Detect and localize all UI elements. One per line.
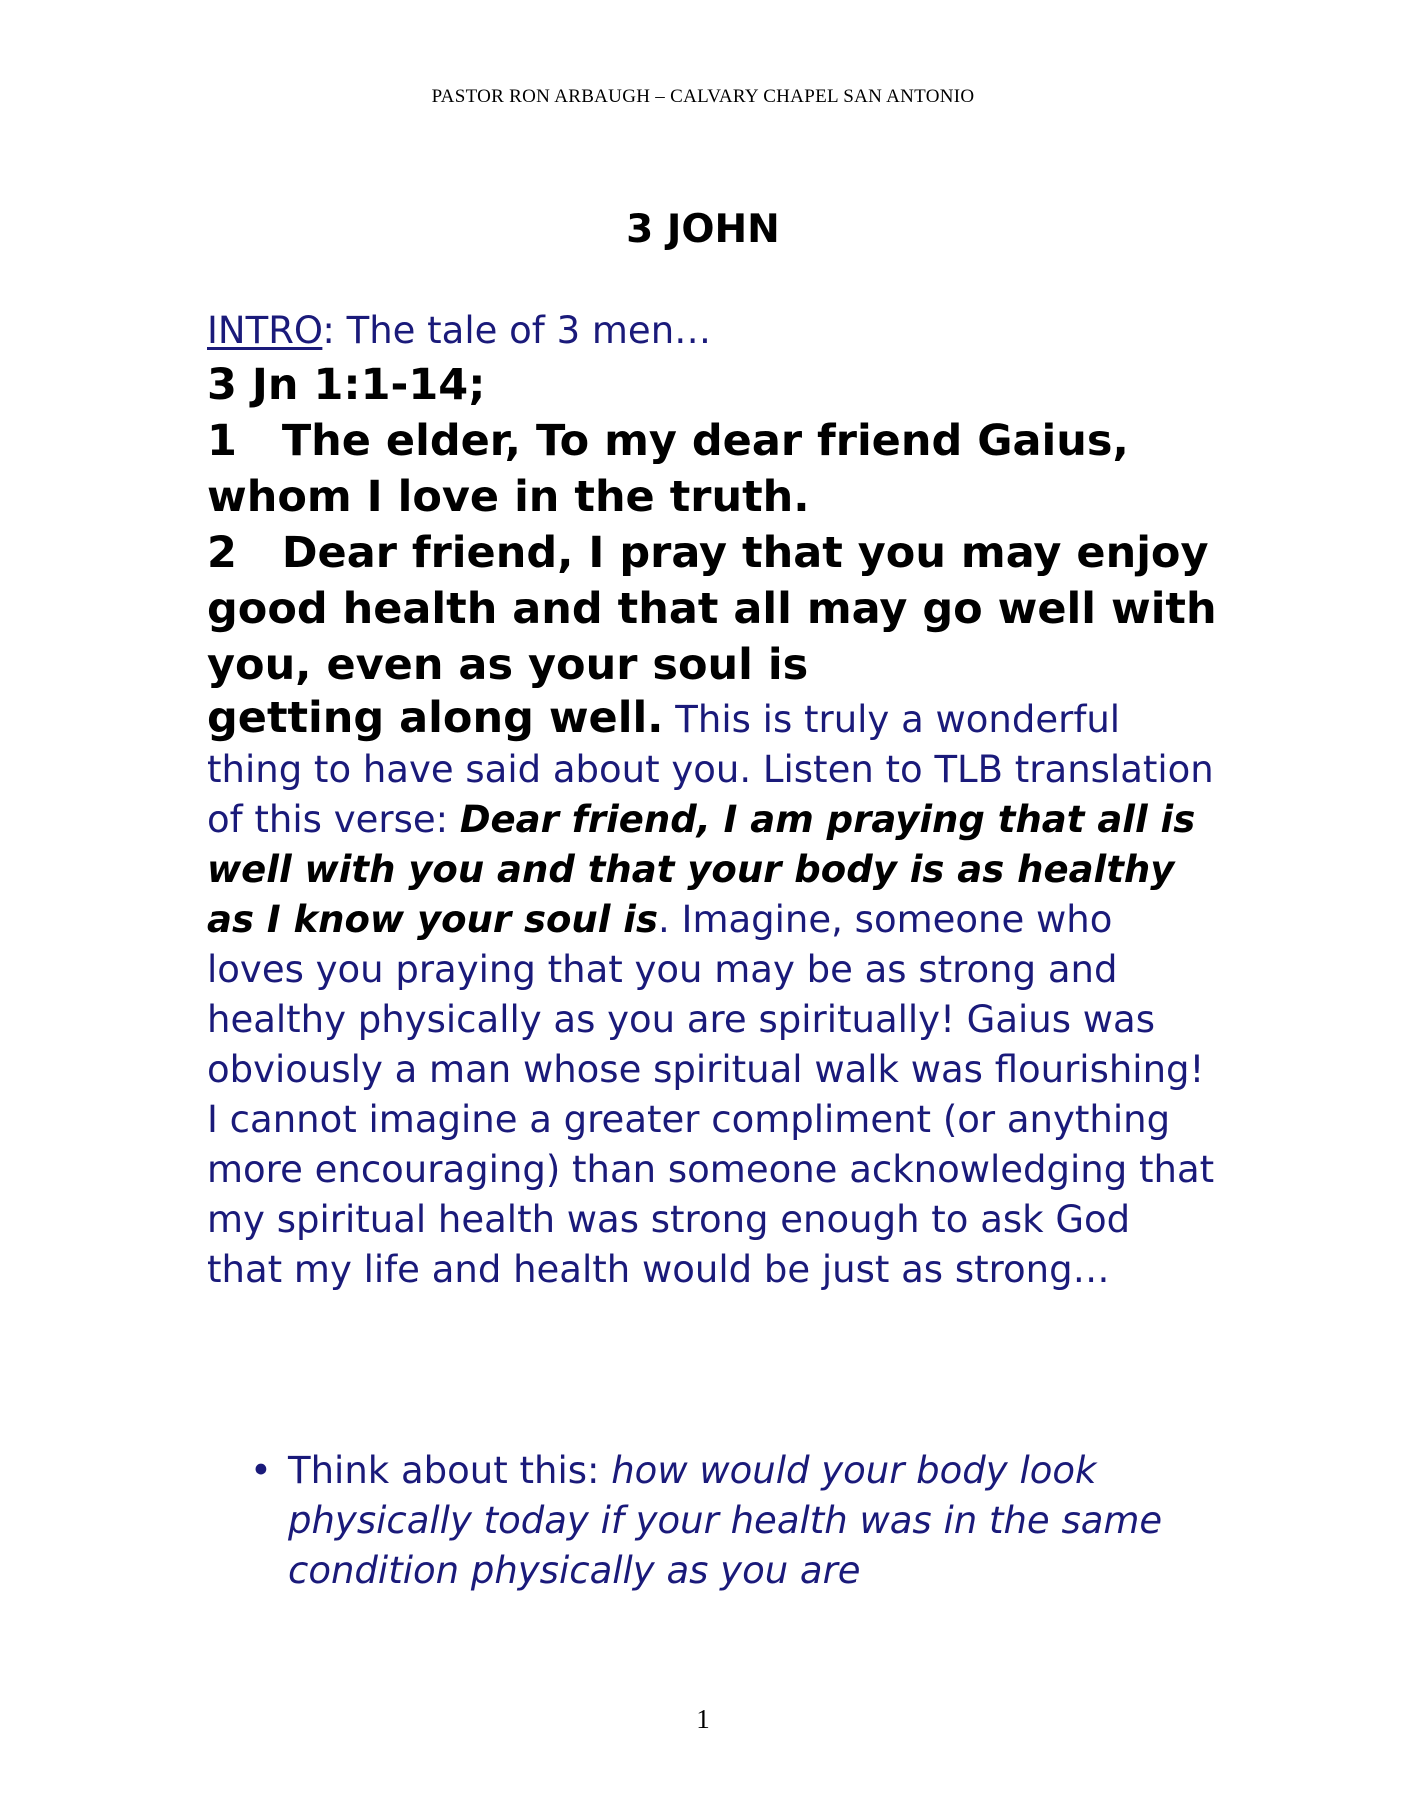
commentary-part-2: . Imagine, someone who loves you praying that you may be as strong and healthy physically as you are spiritually! Gaius was obviously a man whose spiritual walk was flourishing! I cannot imagine a greater compliment (or anything more encouraging) than someone acknowledging that my spiritual health was strong enough to ask God that my life and health would be just as strong… [207, 898, 1215, 1291]
intro-line [207, 305, 1217, 357]
intro-label: INTRO [207, 309, 323, 352]
scripture-reference: 3 Jn 1:1-14; [207, 360, 486, 410]
commentary-part-1: This is truly a wonderful thing to have said about you. Listen to TLB translation of this verse: [207, 698, 1214, 841]
verse-2-number: 2 [207, 528, 237, 578]
page-header: PASTOR RON ARBAUGH – CALVARY CHAPEL SAN ANTONIO [431, 86, 975, 107]
verse-1 [207, 413, 1217, 525]
bullet-item [250, 1446, 1220, 1596]
verse-2-ending: getting along well. [207, 693, 664, 743]
bullet-lead: Think about this: [288, 1449, 612, 1492]
page-number: 1 [696, 1704, 710, 1734]
verse-1-text: The elder, To my dear friend Gaius, whom I love in the truth. [207, 416, 1129, 522]
bullet-dot: • [250, 1449, 272, 1492]
verse-2-text: Dear friend, I pray that you may enjoy good health and that all may go well with you, even as your soul is [207, 528, 1217, 690]
document-title: 3 JOHN [626, 207, 780, 252]
main-content [207, 305, 1217, 1295]
verse-1-number: 1 [207, 416, 237, 466]
commentary-paragraph [207, 693, 1217, 1295]
bullet-list [250, 1446, 1220, 1596]
tlb-quote: Dear friend, I am praying that all is well with you and that your body is as healthy as I know your soul is [207, 798, 1196, 941]
verse-2 [207, 525, 1217, 693]
intro-text: : The tale of 3 men… [322, 309, 712, 352]
bullet-italic-text: how would your body look physically today if your health was in the same condition physically as you are [288, 1449, 1163, 1592]
